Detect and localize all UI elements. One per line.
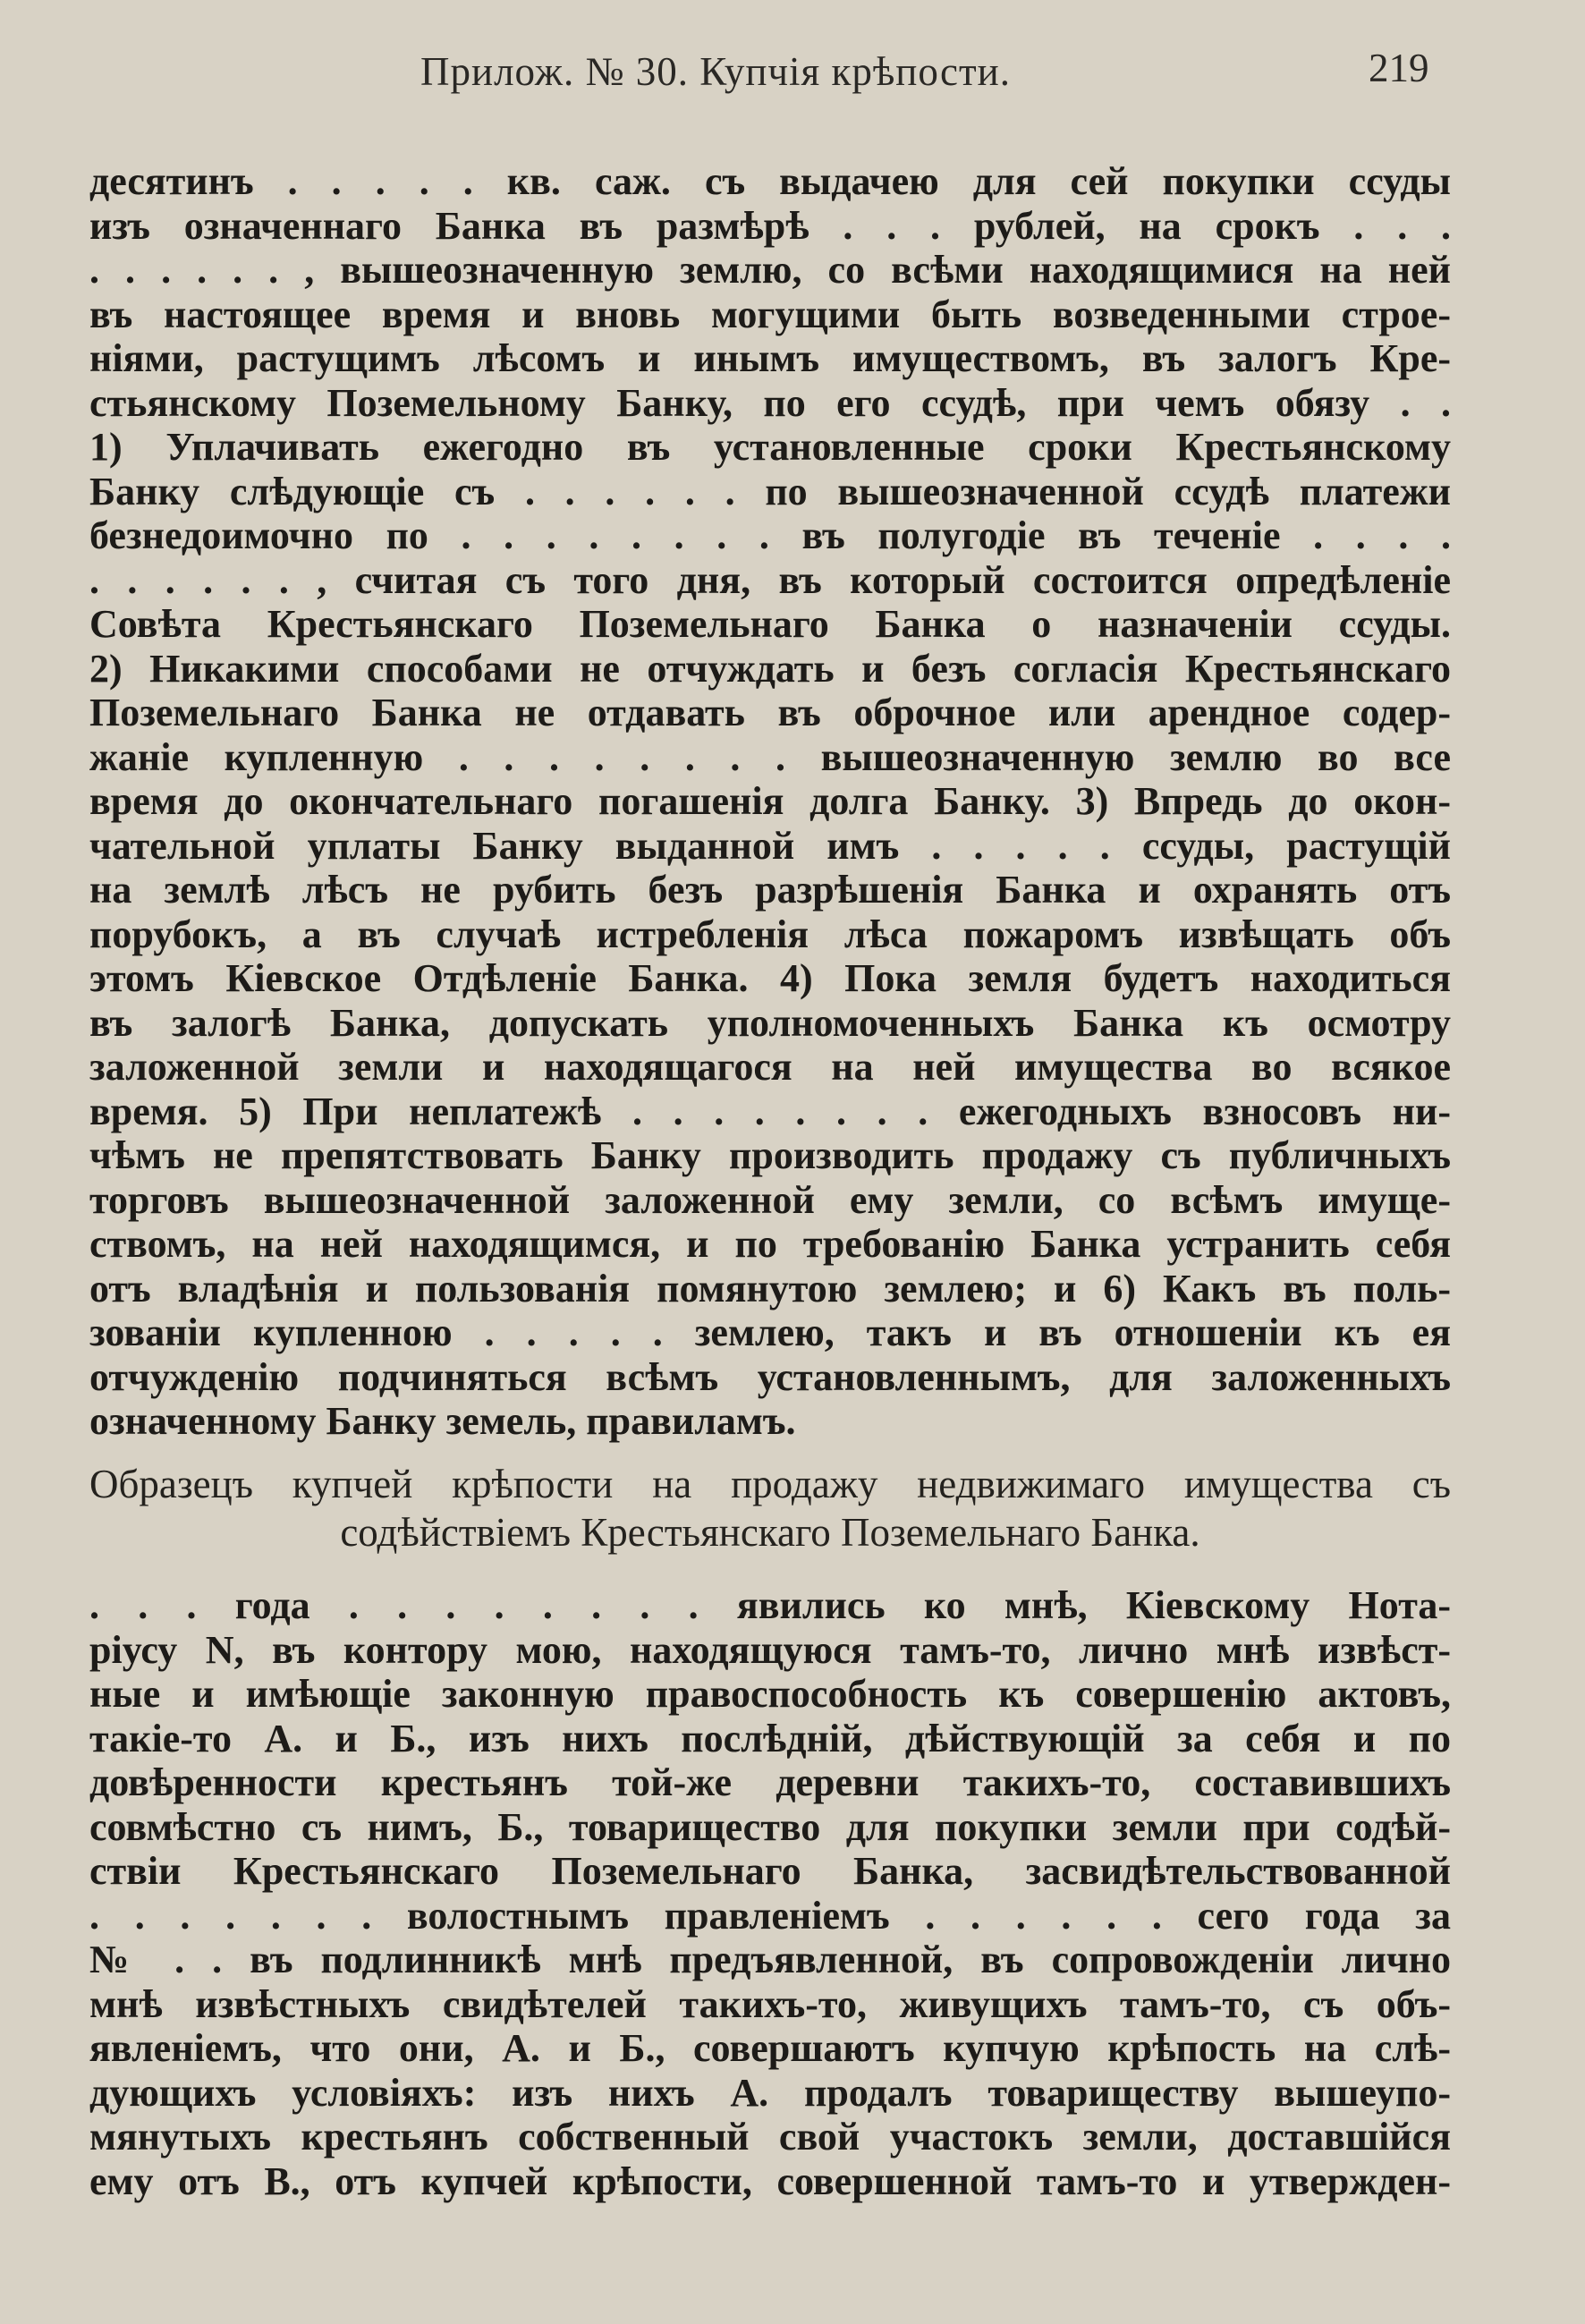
text-line: на землѣ лѣсъ не рубить безъ разрѣшенія Банка и охранять отъ: [89, 868, 1451, 912]
text-line: мянутыхъ крестьянъ собственный свой участокъ земли, доставшійся: [89, 2115, 1451, 2159]
text-line: ему отъ В., отъ купчей крѣпости, совершенной тамъ-то и утвержден-: [89, 2159, 1451, 2203]
text-line: изъ означеннаго Банка въ размѣрѣ . . . рублей, на срокъ . . .: [89, 203, 1451, 248]
text-line: дующихъ условіяхъ: изъ нихъ А. продалъ товариществу вышеупо-: [89, 2070, 1451, 2115]
text-line: 1) Уплачивать ежегодно въ установленные сроки Крестьянскому: [89, 425, 1451, 469]
text-line: безнедоимочно по . . . . . . . . въ полугодіе въ теченіе . . . .: [89, 513, 1451, 557]
text-line: Банку слѣдующіе съ . . . . . . по вышеозначенной ссудѣ платежи: [89, 469, 1451, 513]
text-line: совмѣстно съ нимъ, Б., товарищество для покупки земли при содѣй-: [89, 1804, 1451, 1849]
text-line: отъ владѣнія и пользованія помянутою землею; и 6) Какъ въ поль-: [89, 1266, 1451, 1310]
text-line: 2) Никакими способами не отчуждать и безъ согласія Крестьянскаго: [89, 646, 1451, 691]
text-line: жаніе купленную . . . . . . . . вышеозначенную землю во все: [89, 734, 1451, 779]
text-line: мнѣ извѣстныхъ свидѣтелей такихъ-то, живущихъ тамъ-то, съ объ-: [89, 1981, 1451, 2026]
text-line: порубокъ, а въ случаѣ истребленія лѣса пожаромъ извѣщать объ: [89, 912, 1451, 956]
text-line: этомъ Кіевское Отдѣленіе Банка. 4) Пока земля будетъ находиться: [89, 956, 1451, 1000]
text-line: ные и имѣющіе законную правоспособность къ совершенію актовъ,: [89, 1672, 1451, 1716]
page-header: [0, 43, 1585, 106]
text-line: ствомъ, на ней находящимся, и по требованію Банка устранить себя: [89, 1222, 1451, 1266]
text-line: означенному Банку земель, правиламъ.: [89, 1399, 796, 1443]
running-title: Прилож. № 30. Купчія крѣпости.: [420, 49, 1011, 94]
text-line: Поземельнаго Банка не отдавать въ оброчное или арендное содер-: [89, 691, 1451, 734]
text-line: десятинъ . . . . . кв. саж. съ выдачею для сей покупки ссуды: [89, 159, 1451, 203]
text-line: . . . года . . . . . . . . явились ко мнѣ, Кіевскому Нота-: [89, 1583, 1451, 1627]
text-line: стьянскому Поземельному Банку, по его ссудѣ, при чемъ обязу . .: [89, 380, 1451, 425]
text-line: чѣмъ не препятствовать Банку производить продажу съ публичныхъ: [89, 1133, 1451, 1177]
text-line: . . . . . . , считая съ того дня, въ который состоится опредѣленіе: [89, 557, 1451, 602]
section-heading-line: Образецъ купчей крѣпости на продажу недвижимаго имущества съ: [89, 1462, 1451, 1506]
text-line: въ залогѣ Банка, допускать уполномоченныхъ Банка къ осмотру: [89, 1000, 1451, 1045]
text-line: № . . въ подлинникѣ мнѣ предъявленной, въ сопровожденіи лично: [89, 1938, 1451, 1981]
text-line: . . . . . . , вышеозначенную землю, со всѣми находящимися на ней: [89, 248, 1451, 292]
text-line: Совѣта Крестьянскаго Поземельнаго Банка о назначеніи ссуды.: [89, 602, 1451, 646]
text-line: такіе-то А. и Б., изъ нихъ послѣдній, дѣйствующій за себя и по: [89, 1716, 1451, 1760]
text-line: ріусу N, въ контору мою, находящуюся тамъ-то, лично мнѣ извѣст-: [89, 1627, 1451, 1672]
text-line: явленіемъ, что они, А. и Б., совершаютъ купчую крѣпость на слѣ-: [89, 2026, 1451, 2070]
text-line: ствіи Крестьянскаго Поземельнаго Банка, засвидѣтельствованной: [89, 1849, 1451, 1893]
text-line: довѣренности крестьянъ той-же деревни такихъ-то, составившихъ: [89, 1760, 1451, 1804]
body-text-section-1: [89, 159, 1451, 1444]
section-heading: [89, 1460, 1451, 1556]
text-line: чательной уплаты Банку выданной имъ . . . . . ссуды, растущій: [89, 823, 1451, 868]
page-number: 219: [1369, 46, 1429, 90]
text-line: время до окончательнаго погашенія долга Банку. 3) Впредь до окон-: [89, 779, 1451, 823]
text-line: торговъ вышеозначенной заложенной ему земли, со всѣмъ имуще-: [89, 1177, 1451, 1222]
text-line: . . . . . . . волостнымъ правленіемъ . . . . . . сего года за: [89, 1893, 1451, 1938]
text-line: ніями, растущимъ лѣсомъ и инымъ имуществомъ, въ залогъ Кре-: [89, 336, 1451, 380]
section-heading-line: содѣйствіемъ Крестьянскаго Поземельнаго Банка.: [340, 1510, 1200, 1555]
text-line: заложенной земли и находящагося на ней имущества во всякое: [89, 1045, 1451, 1089]
text-line: отчужденію подчиняться всѣмъ установленнымъ, для заложенныхъ: [89, 1354, 1451, 1399]
text-line: зованіи купленною . . . . . землею, такъ и въ отношеніи къ ея: [89, 1310, 1451, 1354]
text-line: въ настоящее время и вновь могущими быть возведенными строе-: [89, 292, 1451, 336]
body-text-section-2: [89, 1583, 1451, 2203]
text-line: время. 5) При неплатежѣ . . . . . . . . ежегодныхъ взносовъ ни-: [89, 1089, 1451, 1133]
